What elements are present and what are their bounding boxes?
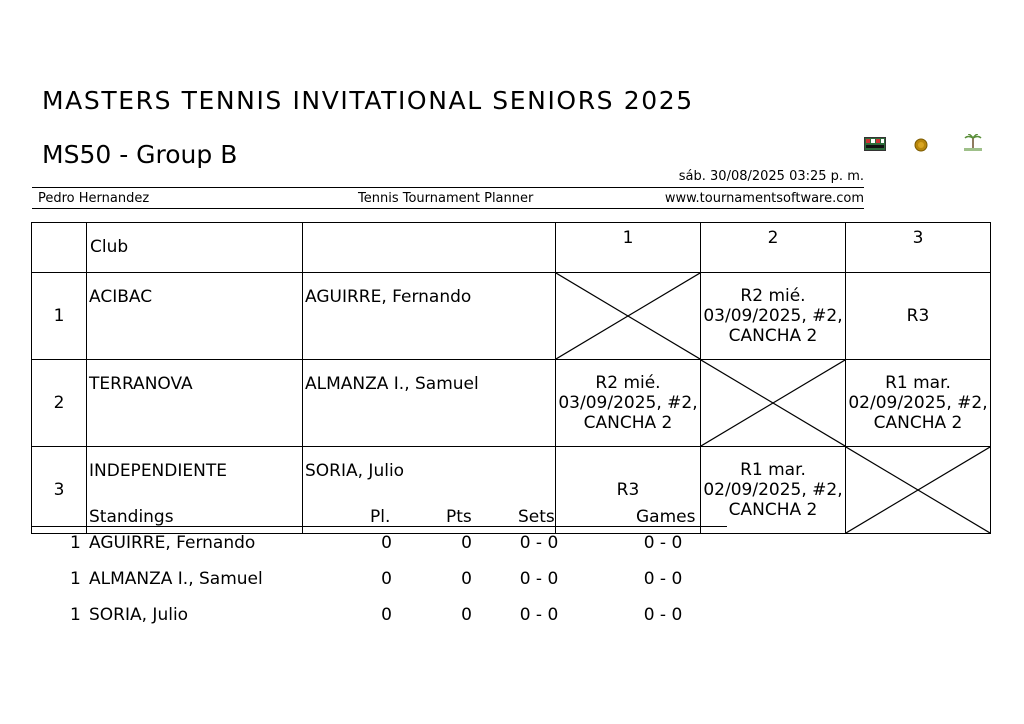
standing-games: 0 - 0 (643, 533, 683, 553)
player-name[interactable]: AGUIRRE, Fernando (303, 273, 556, 360)
header-rule-top (32, 187, 864, 188)
match-court: CANCHA 2 (583, 413, 673, 433)
print-datetime: sáb. 30/08/2025 03:25 p. m. (678, 169, 864, 184)
standing-player[interactable]: ALMANZA I., Samuel (89, 569, 263, 589)
organizer-name: Pedro Hernandez (38, 191, 150, 206)
club-header: Club (87, 223, 303, 273)
standing-games: 0 - 0 (643, 569, 683, 589)
standing-played: 0 (381, 533, 392, 553)
cross-icon (846, 447, 990, 533)
match-round-day: R2 mié. (595, 373, 661, 393)
match-date-court-no: 02/09/2025, #2, (703, 480, 843, 500)
header-rule-bottom (32, 208, 864, 209)
standing-player[interactable]: AGUIRRE, Fernando (89, 533, 256, 553)
standing-sets: 0 - 0 (519, 533, 559, 553)
match-round-day: R1 mar. (885, 373, 951, 393)
standing-points: 0 (461, 533, 472, 553)
match-cell[interactable] (846, 360, 991, 447)
match-court: CANCHA 2 (728, 500, 818, 520)
match-date-court-no: 02/09/2025, #2, (848, 393, 988, 413)
player-name[interactable]: ALMANZA I., Samuel (303, 360, 556, 447)
column-header-1: 1 (556, 223, 701, 273)
draw-row (32, 273, 991, 360)
match-cell[interactable] (556, 360, 701, 447)
column-header-2: 2 (701, 223, 846, 273)
standings-title: Standings (89, 507, 174, 527)
seed-number: 3 (32, 447, 87, 534)
match-round-day: R1 mar. (740, 460, 806, 480)
standing-games: 0 - 0 (643, 605, 683, 625)
standing-rank: 1 (70, 569, 81, 589)
draw-header-num (32, 223, 87, 273)
match-cell[interactable] (701, 273, 846, 360)
club-name: TERRANOVA (87, 360, 303, 447)
standings-sets-header: Sets (518, 507, 555, 527)
club-name: ACIBAC (87, 273, 303, 360)
player-name[interactable]: SORIA, Julio (303, 447, 556, 534)
standing-points: 0 (461, 605, 472, 625)
player-header (303, 223, 556, 273)
standing-rank: 1 (70, 605, 81, 625)
standing-sets: 0 - 0 (519, 605, 559, 625)
seed-number: 2 (32, 360, 87, 447)
logo-ball-icon (914, 137, 928, 156)
standings-points-header: Pts (446, 507, 472, 527)
club-name: INDEPENDIENTE (87, 447, 303, 534)
website-link[interactable]: www.tournamentsoftware.com (664, 191, 864, 206)
draw-header-row (32, 223, 991, 273)
tournament-title: MASTERS TENNIS INVITATIONAL SENIORS 2025 (42, 86, 694, 115)
draw-row (32, 447, 991, 534)
self-match-cell (846, 447, 991, 534)
sponsor-logos (864, 136, 988, 156)
self-match-cell (701, 360, 846, 447)
match-date-court-no: 03/09/2025, #2, (703, 306, 843, 326)
standing-player[interactable]: SORIA, Julio (89, 605, 189, 625)
column-header-3: 3 (846, 223, 991, 273)
match-court: CANCHA 2 (728, 326, 818, 346)
draw-row (32, 360, 991, 447)
match-round-cell[interactable]: R3 (556, 447, 701, 534)
standing-played: 0 (381, 569, 392, 589)
standing-sets: 0 - 0 (519, 569, 559, 589)
standings-games-header: Games (636, 507, 696, 527)
software-name: Tennis Tournament Planner (358, 191, 534, 206)
match-round-cell[interactable]: R3 (846, 273, 991, 360)
match-court: CANCHA 2 (873, 413, 963, 433)
cross-icon (556, 273, 700, 359)
standings-played-header: Pl. (370, 507, 391, 527)
match-date-court-no: 03/09/2025, #2, (558, 393, 698, 413)
match-round-day: R2 mié. (740, 286, 806, 306)
logo-palm-icon (962, 134, 984, 156)
self-match-cell (556, 273, 701, 360)
group-title: MS50 - Group B (42, 140, 238, 169)
seed-number: 1 (32, 273, 87, 360)
standing-points: 0 (461, 569, 472, 589)
standing-rank: 1 (70, 533, 81, 553)
cross-icon (701, 360, 845, 446)
logo-badge-icon (864, 136, 886, 155)
match-cell[interactable] (701, 447, 846, 534)
standing-played: 0 (381, 605, 392, 625)
draw-table (31, 222, 991, 534)
